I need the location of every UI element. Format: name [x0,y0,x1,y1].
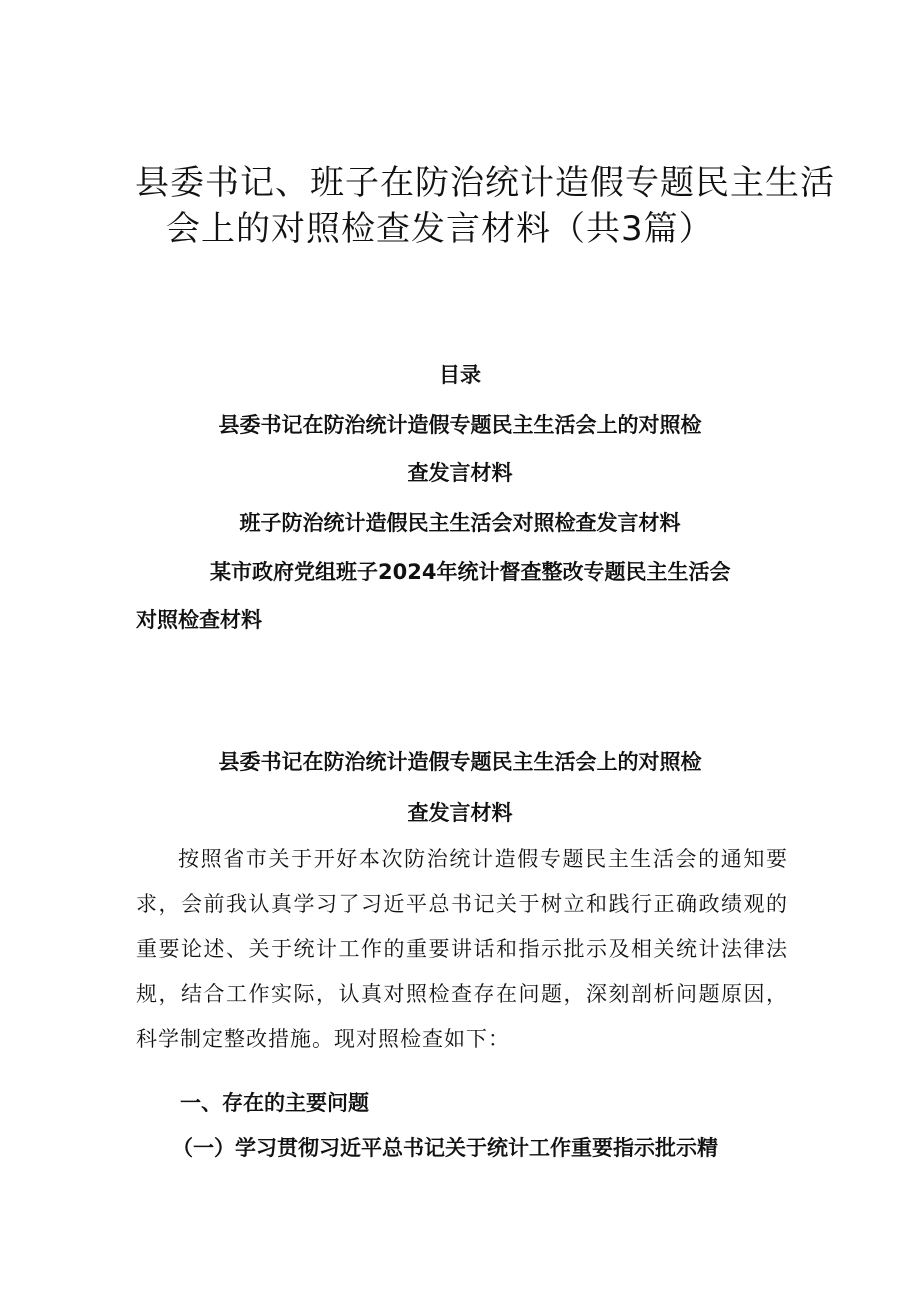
subheading-1: 一、存在的主要问题 [180,1091,369,1115]
toc-item-1-line-1: 县委书记在防治统计造假专题民主生活会上的对照检 [218,413,702,437]
toc-heading: 目录 [439,363,481,387]
section-heading-line-1: 县委书记在防治统计造假专题民主生活会上的对照检 [218,750,702,774]
intro-paragraph: 按照省市关于开好本次防治统计造假专题民主生活会的通知要求，会前我认真学习了习近平总书记关于树立和践行正确政绩观的重要论述、关于统计工作的重要讲话和指示批示及相关统计法律法规，结合工作实际，认真对照检查存在问题，深刻剖析问题原因，科学制定整改措施。现对照检查如下： [136,847,788,1051]
subheading-2: （一）学习贯彻习近平总书记关于统计工作重要指示批示精 [172,1136,718,1160]
toc-item-1-line-2: 查发言材料 [407,461,513,485]
document-title-line-1: 县委书记、班子在防治统计造假专题民主生活 [135,163,835,203]
section-heading-line-2: 查发言材料 [407,801,513,825]
document-title-line-2: 会上的对照检查发言材料（共3篇） [166,209,714,249]
toc-item-3-line-2: 对照检查材料 [136,608,262,632]
toc-item-2: 班子防治统计造假民主生活会对照检查发言材料 [239,511,681,535]
toc-item-3-line-1: 某市政府党组班子2024年统计督查整改专题民主生活会 [210,560,731,584]
